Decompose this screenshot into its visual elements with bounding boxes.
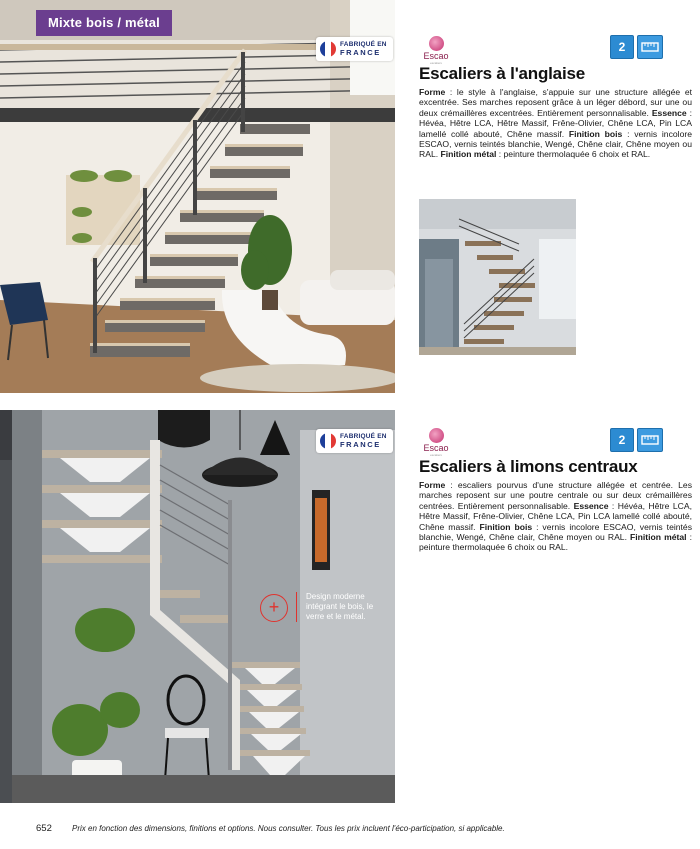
brand-tagline: escaliers [430, 61, 442, 65]
forme-text: : escaliers pourvus d'une structure allégée et centrée. Les marches reposent sur une poutre centrale ou sur deux crémaillères centrées. Entièrement personnalisable. [419, 480, 692, 511]
essence-text: : Hévéa, Hêtre LCA, Hêtre Massif, Frêne-Olivier, Chêne LCA, Pin LCA lamellé collé abouté, Chêne massif. [419, 500, 692, 532]
finition-bois-label: Finition bois [568, 128, 623, 139]
feature-icons-2 [610, 428, 663, 452]
essence-text: : Hévéa, Hêtre LCA, Hêtre Massif, Frêne-Olivier, Chêne LCA, Pin LCA lamellé collé abouté, Chêne massif. [419, 107, 692, 139]
finition-bois-text: : vernis incolore ESCAO, vernis teintés blanchie, Wengé, Chêne clair, Chêne moyen ou RAL. [419, 128, 692, 160]
product-title-anglaise: Escaliers à l'anglaise [419, 64, 585, 83]
finition-metal-label: Finition métal [440, 149, 497, 160]
badge-line1: FABRIQUÉ EN [340, 41, 387, 48]
finition-bois-label: Finition bois [479, 521, 533, 532]
french-flag-icon [320, 41, 336, 57]
french-flag-icon [320, 433, 336, 449]
essence-label: Essence [651, 107, 687, 118]
guarantee-2-years-icon [610, 428, 634, 452]
made-in-france-badge-2 [316, 429, 393, 453]
measure-tape-icon [637, 35, 663, 59]
guarantee-2-years-icon [610, 35, 634, 59]
forme-text: : le style à l'anglaise, s'appuie sur une structure allégée et excentrée. Ses marches reposent grâce à un léger débord, sur une ou deux crémaillères excentrées. Entièrement personnalisable. [419, 87, 692, 118]
badge-line2: FRANCE [340, 48, 381, 57]
section-tag: Mixte bois / métal [36, 10, 172, 36]
brand-name: Escao [423, 51, 449, 61]
escao-logo-icon [429, 36, 444, 51]
feature-icons [610, 35, 663, 59]
footer-note: Prix en fonction des dimensions, finitions et options. Nous consulter. Tous les prix incluent l'éco-participation, si applicable. [72, 824, 505, 833]
product-description-anglaise [419, 87, 692, 160]
forme-label: Forme [419, 480, 446, 490]
staircase-photo-small [419, 199, 576, 355]
escao-logo [419, 36, 453, 65]
escao-logo-2 [419, 428, 453, 457]
forme-label: Forme [419, 87, 446, 97]
finition-bois-text: : vernis incolore ESCAO, vernis teintés blanchie, Wengé, Chêne clair, Chêne moyen ou RAL. [419, 521, 693, 543]
product-title-limons: Escaliers à limons centraux [419, 457, 638, 476]
product-description-limons [419, 480, 692, 553]
badge-line2: FRANCE [340, 440, 381, 449]
page-number: 652 [36, 823, 52, 834]
measure-tape-icon [637, 428, 663, 452]
badge-line1: FABRIQUÉ EN [340, 433, 387, 440]
brand-tagline: escaliers [430, 453, 442, 457]
brand-name: Escao [423, 443, 449, 453]
finition-metal-text: : peinture thermolaquée 6 choix et RAL. [496, 149, 651, 160]
overlay-caption: Design moderne intégrant le bois, le verre et le métal. [306, 592, 374, 621]
finition-metal-label: Finition métal [630, 532, 687, 543]
escao-logo-icon [429, 428, 444, 443]
guarantee-value: 2 [618, 433, 626, 447]
finition-metal-text: : peinture thermolaquée 6 choix ou RAL. [419, 532, 692, 553]
made-in-france-badge [316, 37, 393, 61]
essence-label: Essence [573, 500, 609, 511]
guarantee-value: 2 [618, 40, 626, 54]
plus-icon: + [260, 594, 288, 622]
caption-divider [296, 592, 297, 622]
